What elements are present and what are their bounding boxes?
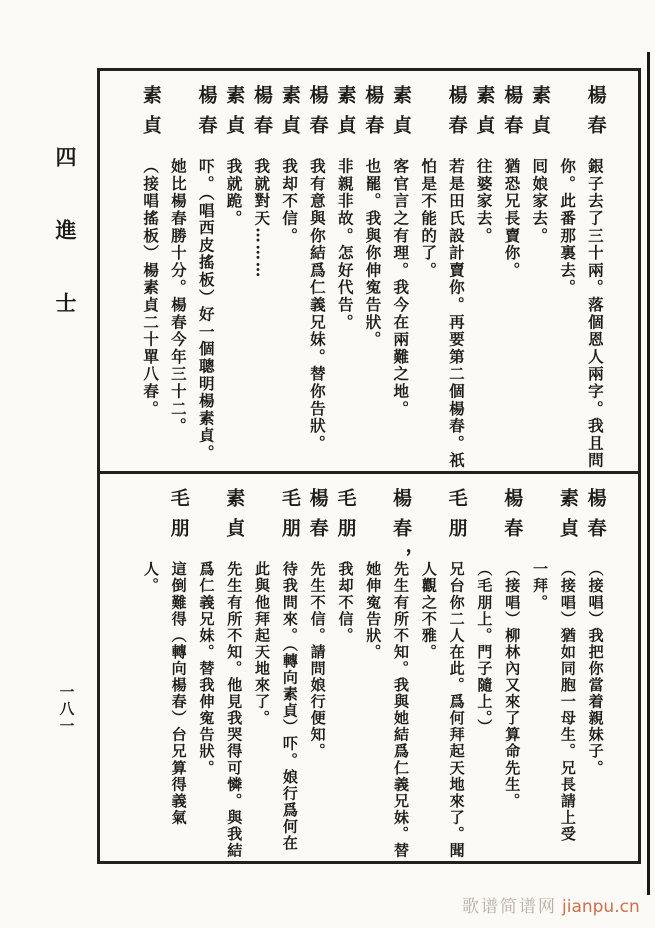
- dialogue-text: 她伸寃告狀。: [364, 561, 383, 661]
- dialogue-text: 也罷。我與你伸寃告狀。: [363, 158, 383, 349]
- dialogue-text: 你。此番那裏去。: [558, 158, 578, 297]
- dialogue-text: 我却不信。: [336, 561, 355, 644]
- script-column: [359, 474, 387, 861]
- speaker-name: 楊春: [362, 85, 385, 145]
- script-column: [303, 71, 331, 471]
- dialogue-text: （接唱）柳林內又來了算命先生。: [503, 561, 522, 810]
- dialogue-text: 我有意與你結爲仁義兄妹。替你告狀。: [307, 158, 327, 453]
- script-column: [414, 474, 442, 861]
- speaker-name: 素貞: [390, 85, 413, 145]
- script-column: [248, 474, 276, 861]
- dialogue-text: 銀子去了三十兩。落個恩人兩字。我且問: [585, 158, 605, 470]
- dialogue-text: 往婆家去。: [474, 158, 494, 245]
- page-edge-line: [647, 52, 650, 895]
- speaker-name: 毛朋: [167, 488, 190, 548]
- watermark-site-name: 歌谱简谱网: [462, 897, 557, 917]
- dialogue-text: 囘娘家去。: [530, 158, 550, 245]
- script-column: [526, 71, 554, 471]
- script-column: [553, 474, 581, 861]
- dialogue-text: 猶恐兄長賣你。: [502, 158, 522, 280]
- script-column: [581, 474, 609, 861]
- speaker-name: 楊春: [584, 488, 607, 548]
- script-column: [387, 71, 415, 471]
- dialogue-text: 先生不信。請問娘行便知。: [308, 561, 327, 760]
- speaker-name: 楊春: [195, 85, 218, 145]
- speaker-name: 毛朋: [334, 488, 357, 548]
- book-title: 四進士: [53, 146, 78, 365]
- top-script-box: [100, 71, 638, 471]
- speaker-name: 楊春: [501, 488, 524, 548]
- dialogue-text: 吓。（唱西皮搖板）好一個聰明楊素貞。: [196, 158, 216, 462]
- watermark-domain: jianpu.cn: [562, 897, 640, 917]
- dialogue-text: 客官言之有理。我今在兩難之地。: [391, 158, 411, 418]
- dialogue-text: 她比楊春勝十分。楊春今年三十二。: [168, 158, 188, 435]
- script-column: [553, 71, 581, 471]
- script-column: [442, 71, 470, 471]
- script-column: [387, 474, 415, 861]
- dialogue-text: 此與他拜起天地來了。: [253, 561, 272, 727]
- speaker-name: 楊春: [445, 85, 468, 145]
- dialogue-text: （毛朋上。門子隨上。）: [475, 561, 494, 736]
- dialogue-text: 我就跪。: [224, 158, 244, 228]
- speaker-name: 素貞: [278, 85, 301, 145]
- script-column: [220, 474, 248, 861]
- dialogue-text: 兄台你二人在此。爲何拜起天地來了。聞: [447, 561, 466, 859]
- script-column: [470, 474, 498, 861]
- top-script-columns: [100, 71, 638, 471]
- script-column: [136, 71, 164, 471]
- script-column: [164, 474, 192, 861]
- speaker-name: 楊春，: [390, 488, 413, 578]
- script-column: [498, 474, 526, 861]
- speaker-name: 素貞: [334, 85, 357, 145]
- script-column: [248, 71, 276, 471]
- speaker-name: 素貞: [556, 488, 579, 548]
- script-column: [164, 71, 192, 471]
- speaker-name: 素貞: [473, 85, 496, 145]
- bottom-script-box: [100, 474, 638, 861]
- dialogue-text: 先生有所不知。我與她結爲仁義兄妹。替: [392, 561, 411, 859]
- dialogue-text: 若是田氏設計賣你。再要第二個楊春。祇: [446, 158, 466, 470]
- dialogue-text: 我就對天………: [252, 158, 272, 280]
- speaker-name: 楊春: [306, 488, 329, 548]
- script-column: [526, 474, 554, 861]
- dialogue-text: 我却不信。: [280, 158, 300, 245]
- dialogue-text: 待我問來。（轉向素貞）吓。娘行爲何在: [280, 561, 299, 852]
- script-column: [192, 71, 220, 471]
- dialogue-text: （接唱）猶如同胞一母生。兄長請上受: [558, 561, 577, 843]
- script-column: [220, 71, 248, 471]
- dialogue-text: 先生有所不知。他見我哭得可憐。與我結: [225, 561, 244, 859]
- speaker-name: 毛朋: [445, 488, 468, 548]
- script-column: [581, 71, 609, 471]
- script-column: [275, 474, 303, 861]
- dialogue-text: 非親非故。怎好代告。: [335, 158, 355, 331]
- script-column: [442, 474, 470, 861]
- dialogue-text: 人觀之不雅。: [419, 561, 438, 661]
- speaker-name: 楊春: [251, 85, 274, 145]
- speaker-name: 素貞: [529, 85, 552, 145]
- script-column: [470, 71, 498, 471]
- watermark: [462, 892, 640, 917]
- dialogue-text: 爲仁義兄妹。替我伸寃告狀。: [197, 561, 216, 777]
- script-column: [359, 71, 387, 471]
- script-frame: [97, 68, 641, 864]
- speaker-name: 素貞: [139, 85, 162, 145]
- script-column: [331, 71, 359, 471]
- dialogue-text: 這倒難得（轉向楊春）台兄算得義氣: [169, 561, 188, 826]
- dialogue-text: 怕是不能的了。: [419, 158, 439, 280]
- dialogue-text: 人。: [141, 561, 160, 595]
- speaker-name: 楊春: [584, 85, 607, 145]
- script-column: [498, 71, 526, 471]
- bottom-script-columns: [100, 474, 638, 861]
- dialogue-text: （接唱）我把你當着親妹子。: [586, 561, 605, 777]
- script-column: [303, 474, 331, 861]
- speaker-name: 毛朋: [278, 488, 301, 548]
- dialogue-text: （接唱搖板）楊素貞二十單八春。: [141, 158, 161, 418]
- speaker-name: 素貞: [223, 488, 246, 548]
- script-column: [331, 474, 359, 861]
- script-column: [275, 71, 303, 471]
- script-column: [414, 71, 442, 471]
- speaker-name: 楊春: [306, 85, 329, 145]
- speaker-name: 楊春: [501, 85, 524, 145]
- page-number: 一八一: [57, 684, 75, 735]
- dialogue-text: 一拜。: [531, 561, 550, 611]
- speaker-name: 素貞: [223, 85, 246, 145]
- script-column: [136, 474, 164, 861]
- script-column: [192, 474, 220, 861]
